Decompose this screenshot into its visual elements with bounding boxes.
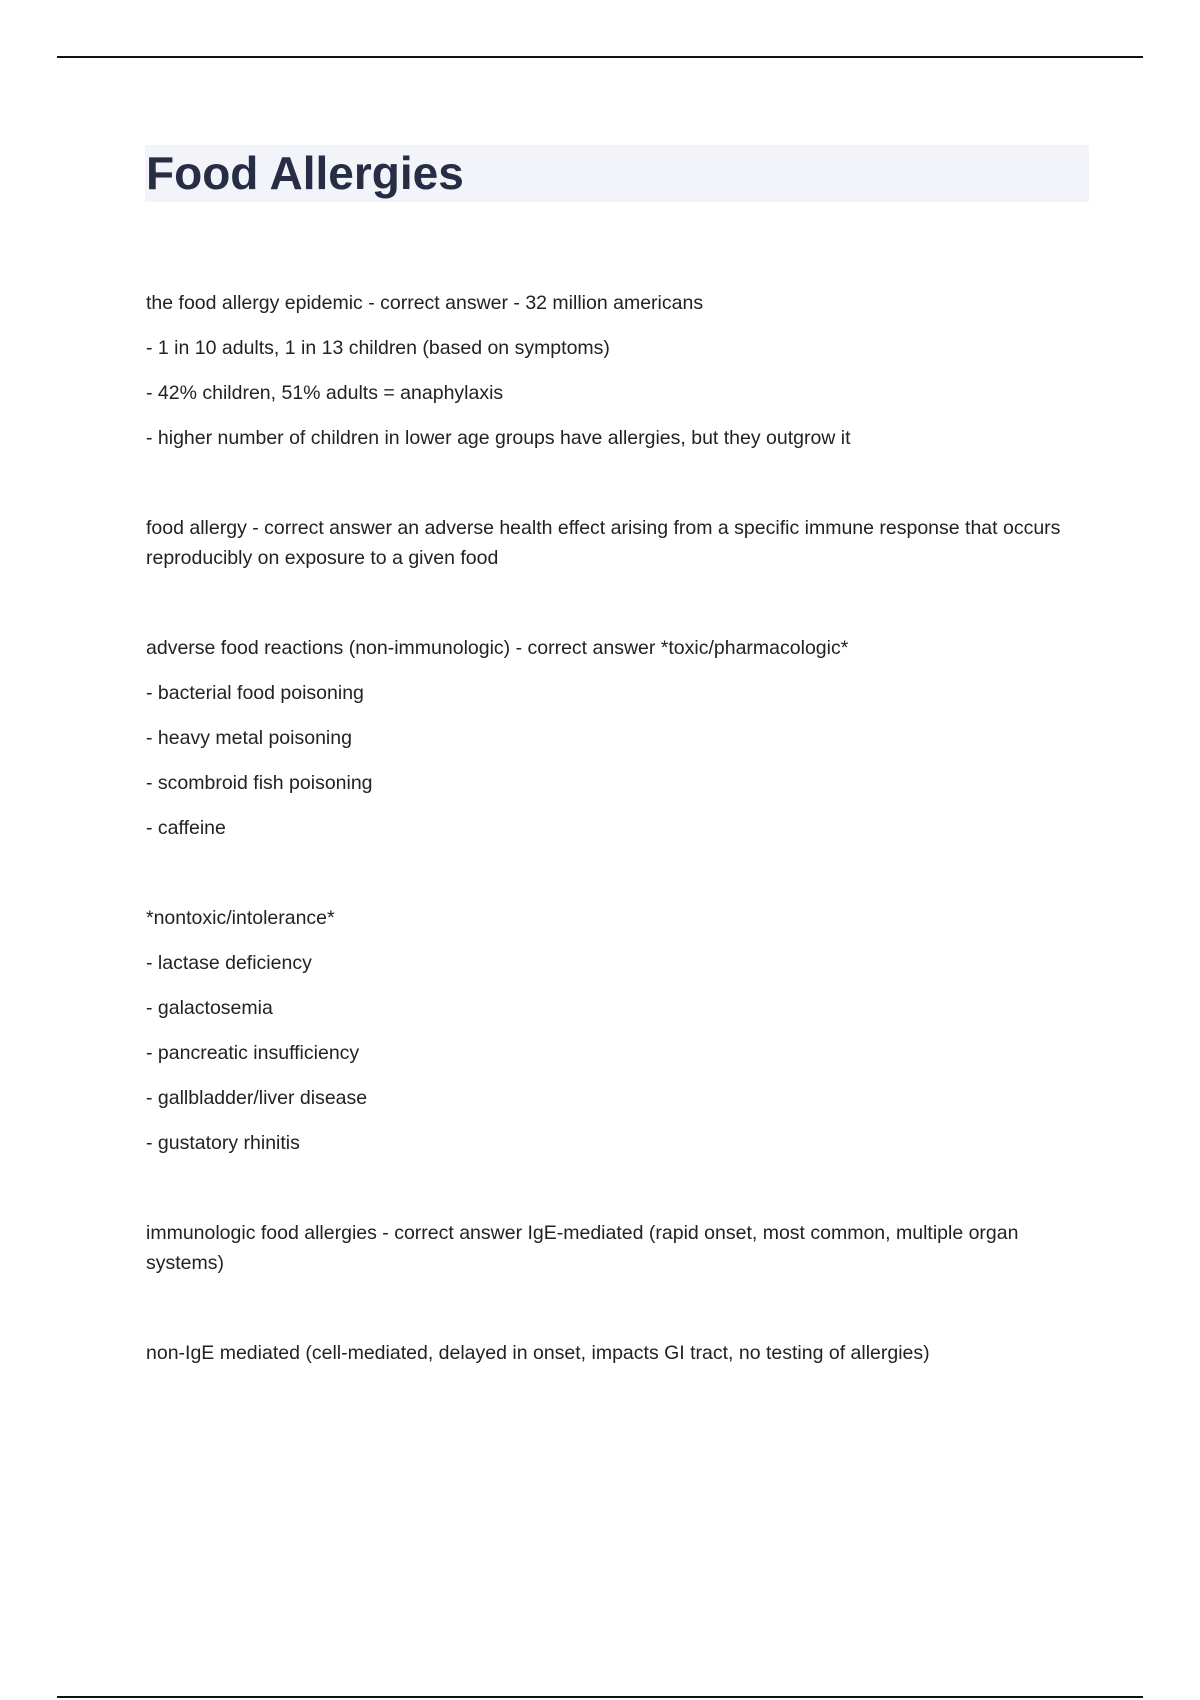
bottom-rule (57, 1696, 1143, 1698)
paragraph: - lactase deficiency (146, 952, 312, 974)
paragraph: - 1 in 10 adults, 1 in 13 children (based on symptoms) (146, 337, 610, 359)
paragraph: - caffeine (146, 817, 226, 839)
section-food-allergy-definition (146, 513, 1076, 573)
paragraph: - galactosemia (146, 997, 273, 1019)
paragraph: immunologic food allergies - correct answer IgE-mediated (rapid onset, most common, multiple organ systems) (146, 1222, 1019, 1274)
page-title: Food Allergies (146, 147, 464, 199)
section-adverse-food-reactions (146, 633, 1076, 843)
paragraph: - heavy metal poisoning (146, 727, 352, 749)
paragraph: *nontoxic/intolerance* (146, 907, 335, 929)
section-epidemic (146, 288, 1076, 453)
paragraph: the food allergy epidemic - correct answer - 32 million americans (146, 292, 704, 314)
section-non-ige-mediated (146, 1338, 1076, 1368)
section-nontoxic-intolerance (146, 903, 1076, 1158)
paragraph: - higher number of children in lower age groups have allergies, but they outgrow it (146, 427, 851, 449)
paragraph: - gallbladder/liver disease (146, 1087, 368, 1109)
paragraph: - gustatory rhinitis (146, 1132, 300, 1154)
paragraph: - bacterial food poisoning (146, 682, 364, 704)
paragraph: - scombroid fish poisoning (146, 772, 373, 794)
paragraph: non-IgE mediated (cell-mediated, delayed in onset, impacts GI tract, no testing of allergies) (146, 1342, 930, 1364)
document-body (146, 288, 1076, 1368)
paragraph: food allergy - correct answer an adverse health effect arising from a specific immune response that occurs reproducibly on exposure to a given food (146, 517, 1061, 569)
top-rule (57, 56, 1143, 58)
section-immunologic-allergies (146, 1218, 1076, 1278)
paragraph: - pancreatic insufficiency (146, 1042, 360, 1064)
paragraph: - 42% children, 51% adults = anaphylaxis (146, 382, 504, 404)
paragraph: adverse food reactions (non-immunologic) - correct answer *toxic/pharmacologic* (146, 637, 849, 659)
